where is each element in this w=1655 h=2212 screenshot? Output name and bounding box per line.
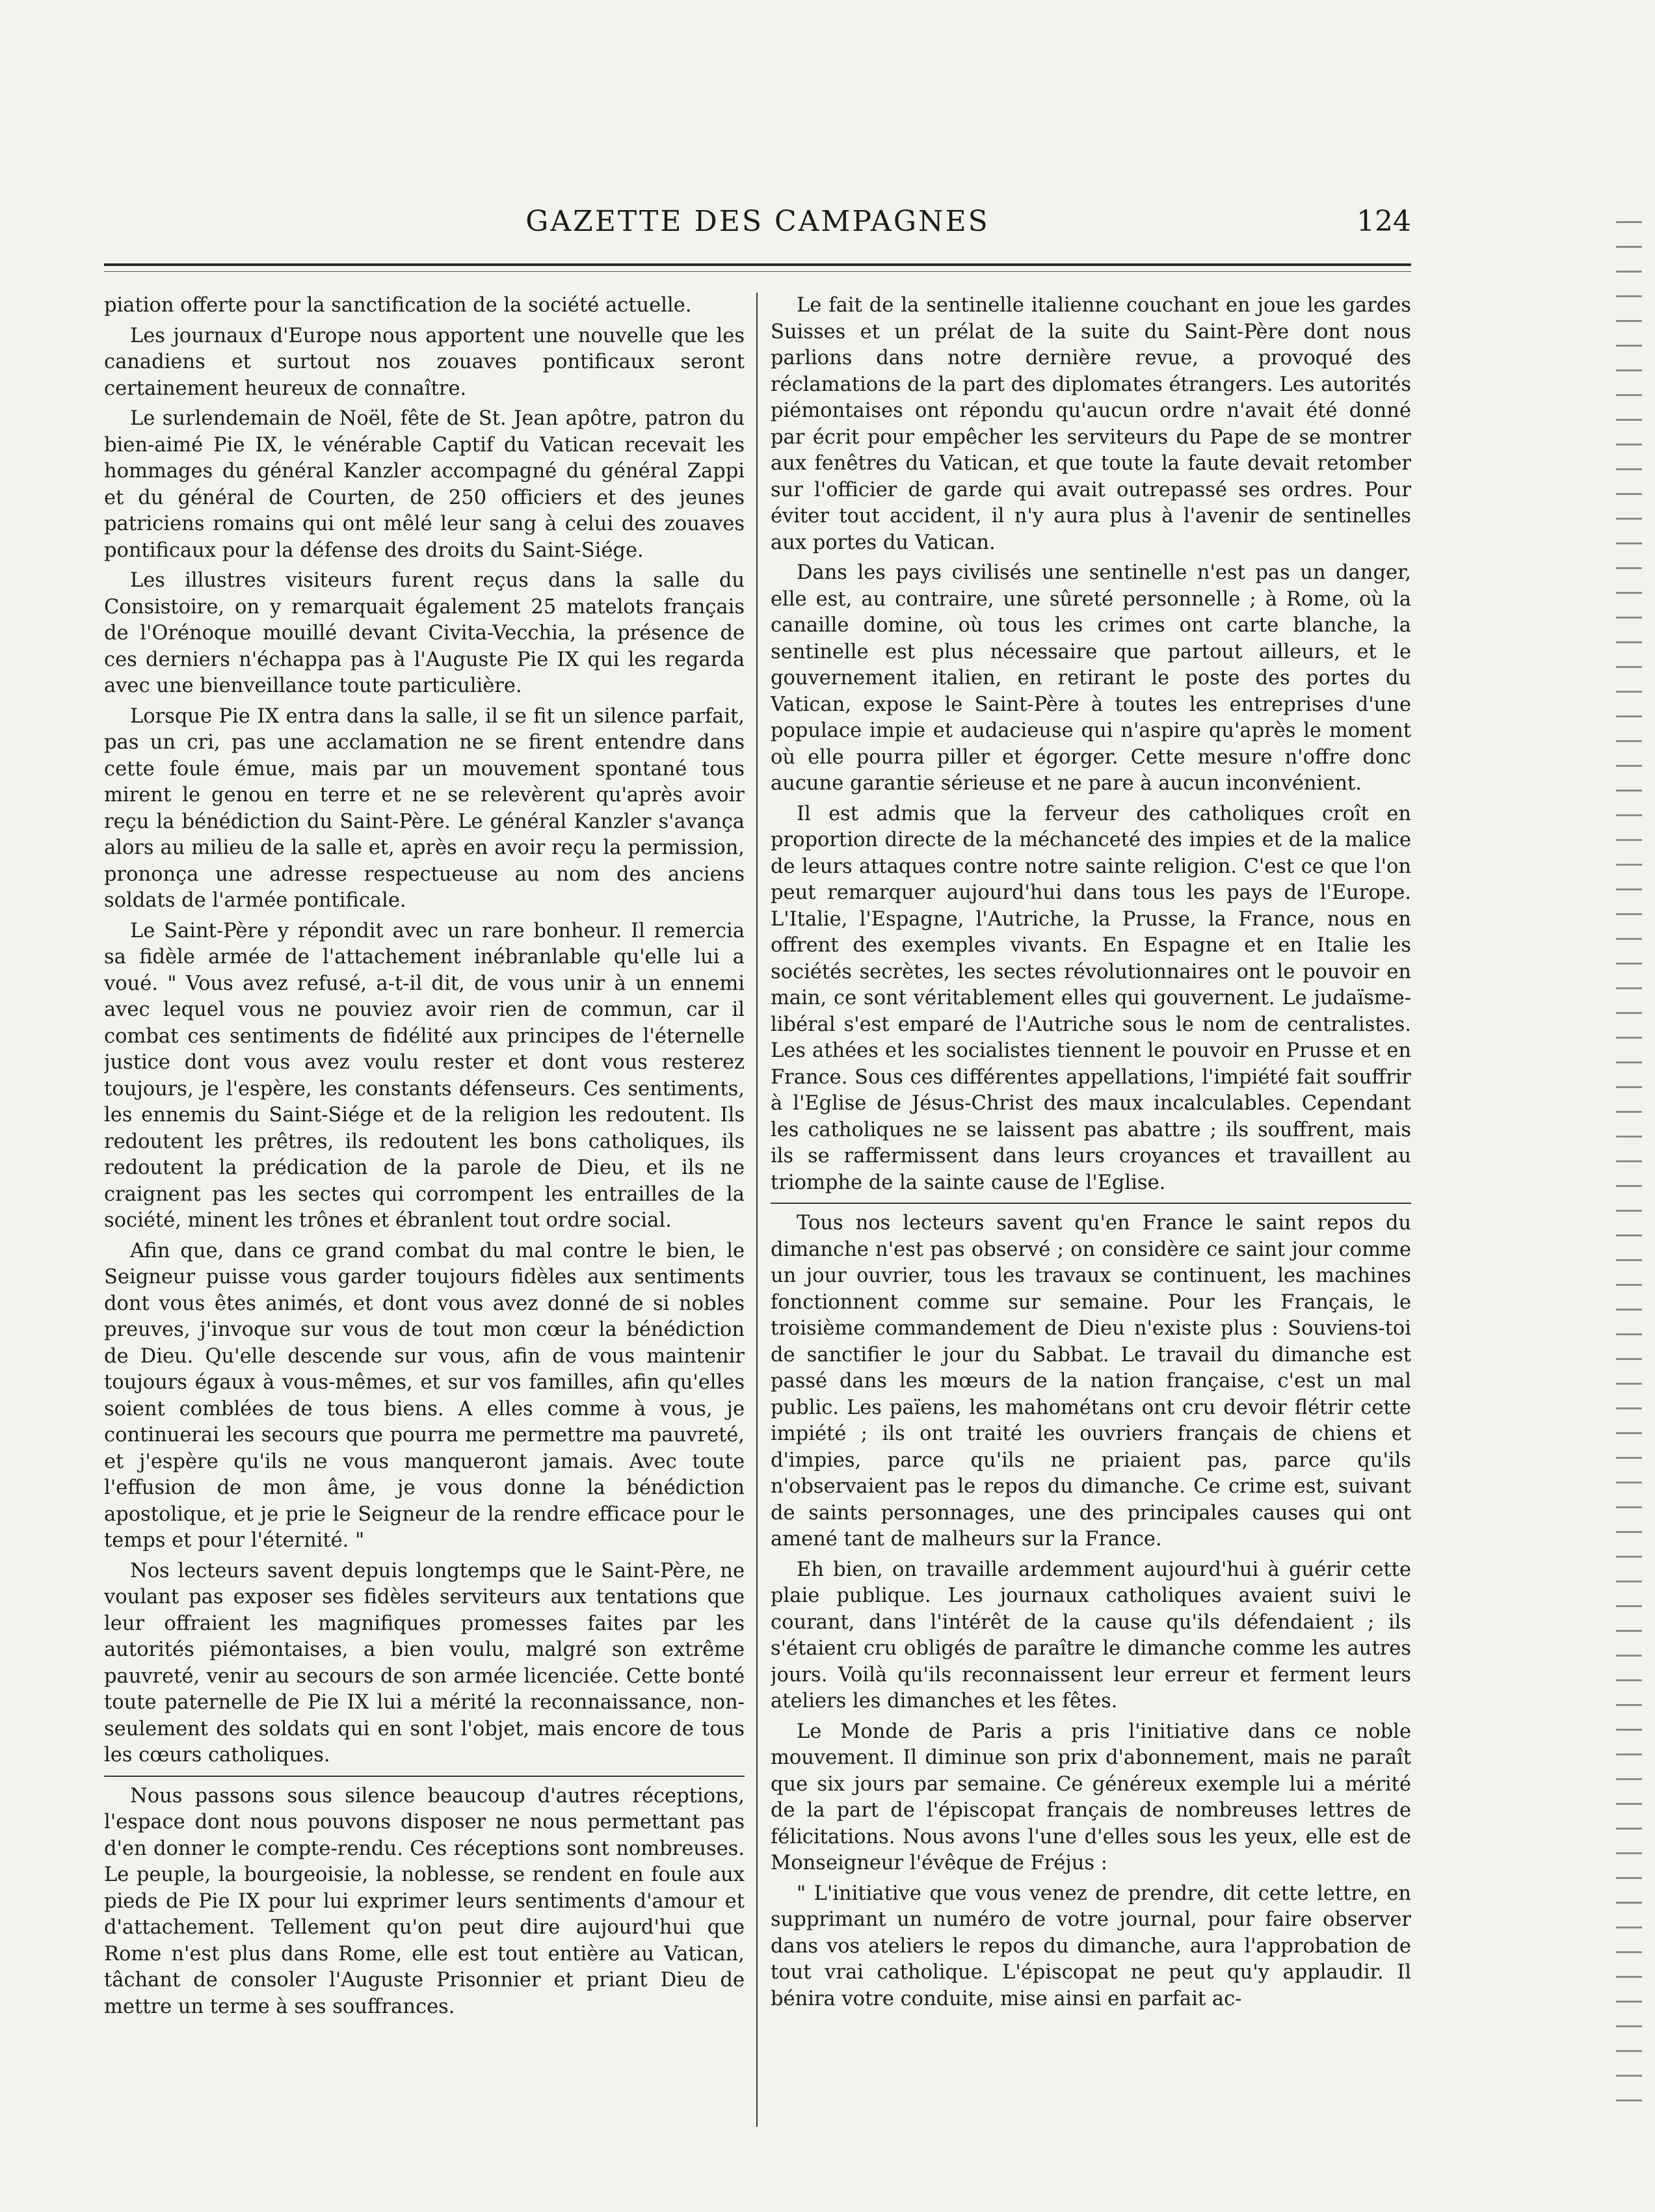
page-header [104, 205, 1411, 250]
paragraph: Le Saint-Père y répondit avec un rare bonheur. Il remercia sa fidèle armée de l'attachement inébranlable qu'elle lui a voué. " Vous avez refusé, a-t-il dit, de vous unir à un ennemi avec lequel vous ne pouviez avoir rien de commun, car il combat ces sentiments de fidélité aux principes de l'éternelle justice dont vous avez voulu rester et dont vous resterez toujours, je l'espère, les constants défenseurs. Ces sentiments, les ennemis du Saint-Siége et de la religion les redoutent. Ils redoutent les prêtres, ils redoutent les bons catholiques, ils redoutent la prédication de la parole de Dieu, et ils ne craignent pas les sectes qui corrompent les entrailles de la société, minent les trônes et ébranlent tout ordre social. [104, 919, 745, 1232]
newspaper-title: GAZETTE DES CAMPAGNES [525, 205, 990, 238]
paragraph: piation offerte pour la sanctification de la société actuelle. [104, 294, 692, 317]
paragraph: Nos lecteurs savent depuis longtemps que le Saint-Père, ne voulant pas exposer ses fidèles serviteurs aux tentations que leur offraient les magnifiques promesses faites par les autorités piémontaises, a bien voulu, malgré son extrême pauvreté, venir au secours de son armée licenciée. Cette bonté toute paternelle de Pie IX lui a mérité la reconnaissance, non-seulement des soldats qui en sont l'objet, mais encore de tous les cœurs catholiques. [104, 1559, 745, 1766]
paragraph: Lorsque Pie IX entra dans la salle, il se fit un silence parfait, pas un cri, pas une acclamation ne se firent entendre dans cette foule émue, mais par un mouvement spontané tous mirent le genou en terre et ne se relevèrent qu'après avoir reçu la bénédiction du Saint-Père. Le général Kanzler s'avança alors au milieu de la salle et, après en avoir reçu la permission, prononça une adresse respectueuse au nom des anciens soldats de l'armée pontificale. [104, 704, 745, 912]
paragraph: Il est admis que la ferveur des catholiques croît en proportion directe de la méchanceté des impies et de la malice de leurs attaques contre notre sainte religion. C'est ce que l'on peut remarquer aujourd'hui dans tous les pays de l'Europe. L'Italie, l'Espagne, l'Autriche, la Prusse, la France, nous en offrent des exemples vivants. En Espagne et en Italie les sociétés secrètes, les sectes révolutionnaires ont le pouvoir en main, ce sont véritablement elles qui gouvernent. Le judaïsme-libéral s'est emparé de l'Autriche sous le nom de centralistes. Les athées et les socialistes tiennent le pouvoir en Prusse et en France. Sous ces différentes appellations, l'impiété fait souffrir à l'Eglise de Jésus-Christ des maux incalculables. Cependant les catholiques ne se laissent pas abattre ; ils souffrent, mais ils se raffermissent dans leurs croyances et travaillent au triomphe de la sainte cause de l'Eglise. [771, 802, 1411, 1194]
paragraph: Les illustres visiteurs furent reçus dans la salle du Consistoire, on y remarquait également 25 matelots français de l'Orénoque mouillé devant Civita-Vecchia, la présence de ces derniers n'échappa pas à l'Auguste Pie IX qui les regarda avec une bienveillance toute particulière. [104, 569, 745, 697]
paragraph: Nous passons sous silence beaucoup d'autres réceptions, l'espace dont nous pouvons disposer ne nous permettant pas d'en donner le compte-rendu. Ces réceptions sont nombreuses. Le peuple, la bourgeoisie, la noblesse, se rendent en foule aux pieds de Pie IX pour lui exprimer leurs sentiments d'amour et d'attachement. Tellement qu'on peut dire aujourd'hui que Rome n'est plus dans Rome, elle est tout entière au Vatican, tâchant de consoler l'Auguste Prisonnier et priant Dieu de mettre un terme à ses souffrances. [104, 1784, 745, 2018]
column-divider [756, 293, 758, 2127]
paragraph: Les journaux d'Europe nous apportent une nouvelle que les canadiens et surtout nos zouaves pontificaux seront certainement heureux de connaître. [104, 324, 745, 400]
scan-edge-marks [1616, 221, 1642, 2107]
paragraph: Le Monde de Paris a pris l'initiative dans ce noble mouvement. Il diminue son prix d'abonnement, mais ne paraît que six jours par semaine. Ce généreux exemple lui a mérité de la part de l'épiscopat français de nombreuses lettres de félicitations. Nous avons l'une d'elles sous les yeux, elle est de Monseigneur l'évêque de Fréjus : [771, 1720, 1411, 1874]
paragraph: Eh bien, on travaille ardemment aujourd'hui à guérir cette plaie publique. Les journaux catholiques avaient suivi le courant, dans l'intérêt de la cause qu'ils défendaient ; ils s'étaient cru obligés de paraître le dimanche comme les autres jours. Voilà qu'ils reconnaissent leur erreur et ferment leurs ateliers les dimanches et les fêtes. [771, 1558, 1411, 1712]
left-column [104, 293, 745, 2166]
section-separator [771, 1203, 1411, 1204]
section-separator [104, 1776, 745, 1777]
page-number: 124 [1357, 205, 1411, 238]
paragraph: Le fait de la sentinelle italienne couchant en joue les gardes Suisses et un prélat de la suite du Saint-Père dont nous parlions dans notre dernière revue, a provoqué des réclamations de la part des diplomates étrangers. Les autorités piémontaises ont répondu qu'aucun ordre n'avait été donné par écrit pour empêcher les serviteurs du Pape de se montrer aux fenêtres du Vatican, et que toute la faute devait retomber sur l'officier de garde qui avait outrepassé ses ordres. Pour éviter tout accident, il n'y aura plus à l'avenir de sentinelles aux portes du Vatican. [771, 294, 1411, 554]
header-rule [104, 263, 1411, 266]
right-column [771, 293, 1411, 2166]
paragraph: " L'initiative que vous venez de prendre, dit cette lettre, en supprimant un numéro de votre journal, pour faire observer dans vos ateliers le repos du dimanche, aura l'approbation de tout vrai catholique. L'épiscopat ne peut qu'y applaudir. Il bénira votre conduite, mise ainsi en parfait ac- [771, 1882, 1411, 2010]
header-rule-thin [104, 271, 1411, 272]
paragraph: Le surlendemain de Noël, fête de St. Jean apôtre, patron du bien-aimé Pie IX, le vénérable Captif du Vatican recevait les hommages du général Kanzler accompagné du général Zappi et du général de Courten, de 250 officiers et des jeunes patriciens romains qui ont mêlé leur sang à celui des zouaves pontificaux pour la défense des droits du Saint-Siége. [104, 407, 745, 562]
paragraph: Dans les pays civilisés une sentinelle n'est pas un danger, elle est, au contraire, une sûreté personnelle ; à Rome, où la canaille domine, où tous les crimes ont carte blanche, la sentinelle est plus nécessaire que partout ailleurs, et le gouvernement italien, en retirant le poste des portes du Vatican, expose le Saint-Père à toutes les entreprises d'une populace impie et audacieuse qui n'aspire qu'après le moment où elle pourra piller et égorger. Cette mesure n'offre donc aucune garantie sérieuse et ne pare à aucun inconvénient. [771, 561, 1411, 795]
paragraph: Afin que, dans ce grand combat du mal contre le bien, le Seigneur puisse vous garder toujours fidèles aux sentiments dont vous êtes animés, et dont vous avez donné de si nobles preuves, j'invoque sur vous de tout mon cœur la bénédiction de Dieu. Qu'elle descende sur vous, afin de vous maintenir toujours égaux à vous-mêmes, et sur vos familles, afin qu'elles soient comblées de tous biens. A elles comme à vous, je continuerai les secours que pourra me permettre ma pauvreté, et j'espère qu'ils ne vous manqueront jamais. Avec toute l'effusion de mon âme, je vous donne la bénédiction apostolique, et je prie le Seigneur de la rendre efficace pour le temps et pour l'éternité. " [104, 1239, 745, 1552]
paragraph: Tous nos lecteurs savent qu'en France le saint repos du dimanche n'est pas observé ; on considère ce saint jour comme un jour ouvrier, tous les travaux se continuent, les machines fonctionnent comme sur semaine. Pour les Français, le troisième commandement de Dieu n'existe plus : Souviens-toi de sanctifier le jour du Sabbat. Le travail du dimanche est passé dans les mœurs de la nation française, c'est un mal public. Les païens, les mahométans ont cru devoir flétrir cette impiété ; ils ont traité les ouvriers français de chiens et d'impies, parce qu'ils ne priaient pas, parce qu'ils n'observaient pas le repos du dimanche. Ce crime est, suivant de saints personnages, une des principales causes qui ont amené tant de malheurs sur la France. [771, 1212, 1411, 1551]
